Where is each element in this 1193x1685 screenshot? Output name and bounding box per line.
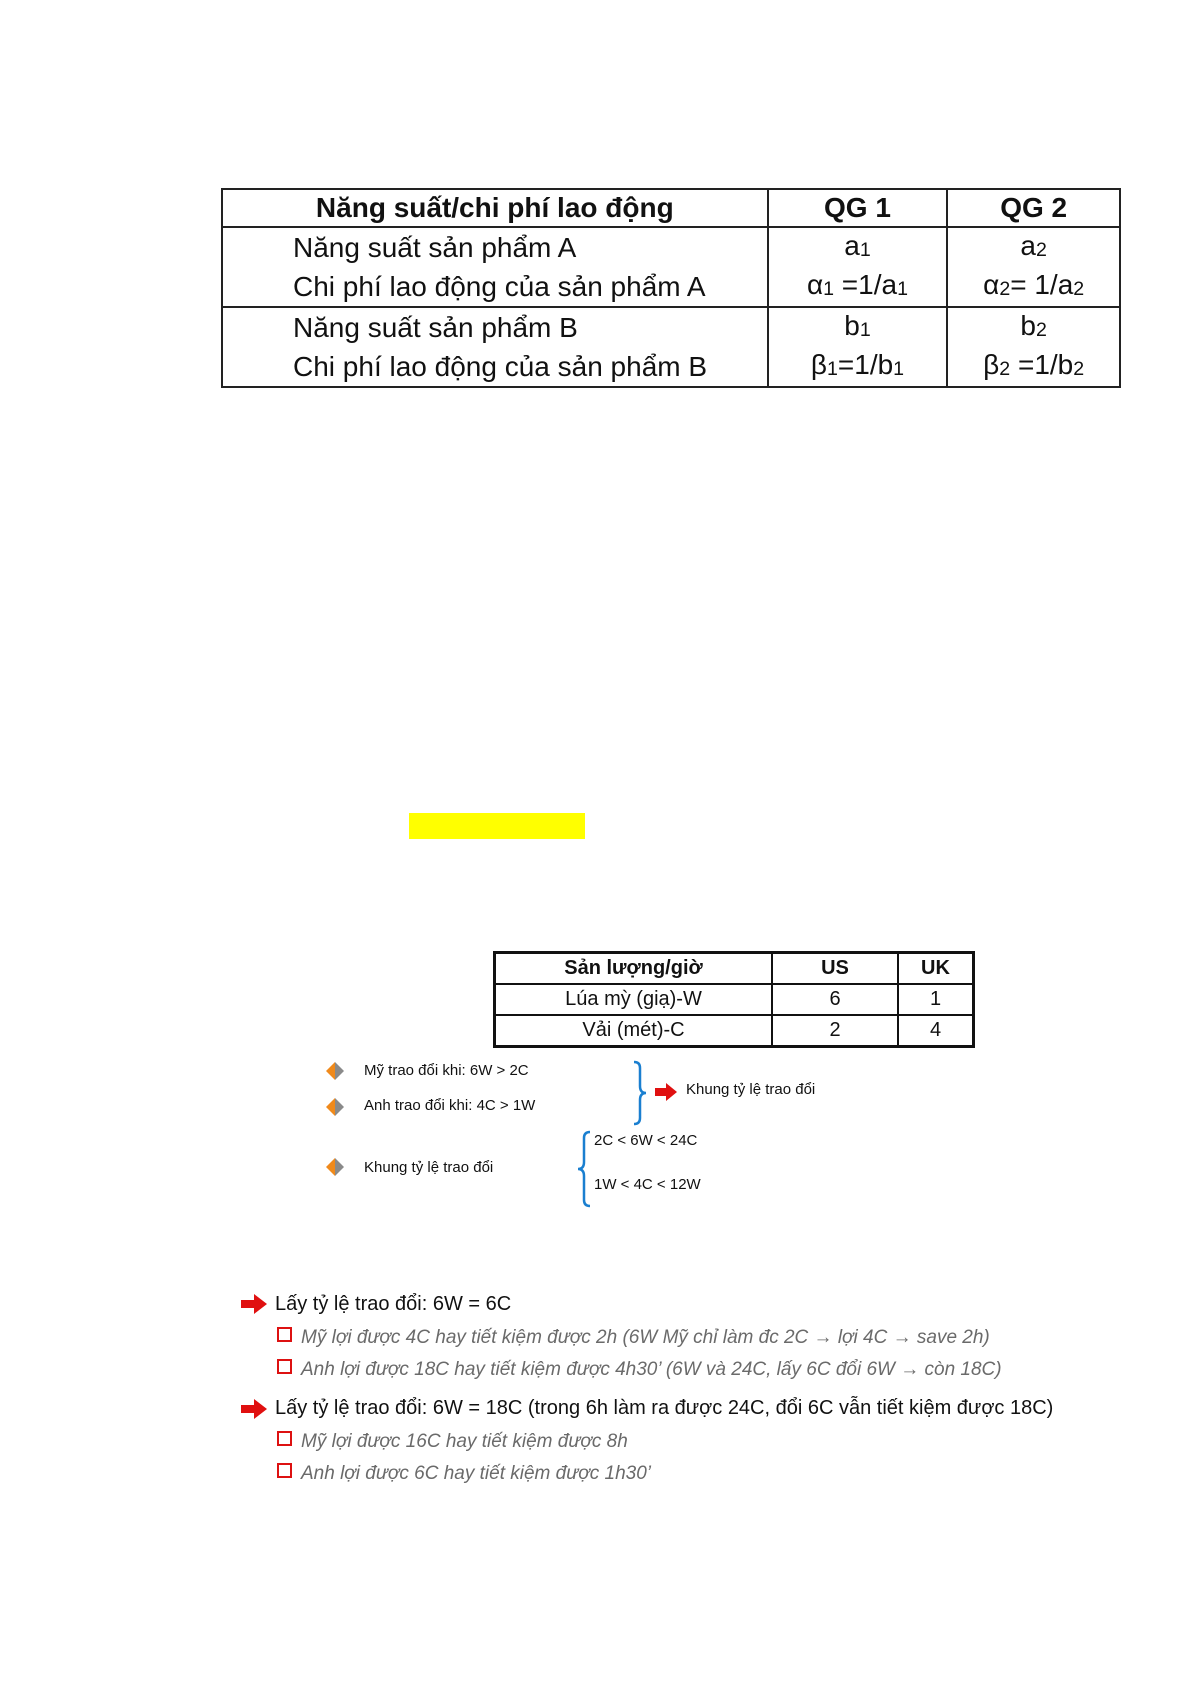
list-item: Mỹ lợi được 16C hay tiết kiệm được 8h bbox=[277, 1431, 628, 1453]
us-trade-condition: Mỹ trao đổi khi: 6W > 2C bbox=[364, 1062, 529, 1079]
checkbox-square-icon bbox=[277, 1327, 292, 1342]
diamond-bullet-icon bbox=[326, 1158, 344, 1176]
diamond-bullet-icon bbox=[326, 1062, 344, 1080]
table-row bbox=[495, 1015, 974, 1047]
table-cell: $\alpha_1 =1/a_1$ bbox=[768, 267, 948, 307]
row-label: Năng suất sản phẩm A bbox=[222, 227, 768, 267]
row-label: Chi phí lao động của sản phẩm B bbox=[222, 347, 768, 387]
row-label: Năng suất sản phẩm B bbox=[222, 307, 768, 347]
table-cell: $a_2$ bbox=[947, 227, 1120, 267]
output-per-hour-table bbox=[493, 951, 975, 1048]
highlight-mark bbox=[409, 813, 585, 839]
exchange-range-1: 2C < 6W < 24C bbox=[594, 1132, 698, 1149]
table-header: UK bbox=[898, 953, 974, 985]
table-cell: $\beta_2 =1/b_2$ bbox=[947, 347, 1120, 387]
table-row bbox=[495, 984, 974, 1015]
red-arrow-icon bbox=[241, 1294, 267, 1314]
diamond-bullet-icon bbox=[326, 1098, 344, 1116]
row-label: Chi phí lao động của sản phẩm A bbox=[222, 267, 768, 307]
table-cell: $\alpha_2= 1/a_2$ bbox=[947, 267, 1120, 307]
table-header: QG 1 bbox=[768, 189, 948, 227]
table-cell: 2 bbox=[772, 1015, 898, 1047]
table-cell: $b_2$ bbox=[947, 307, 1120, 347]
checkbox-square-icon bbox=[277, 1359, 292, 1374]
table-header: QG 2 bbox=[947, 189, 1120, 227]
table-cell: 1 bbox=[898, 984, 974, 1015]
labor-productivity-table bbox=[221, 188, 1121, 388]
list-item: Mỹ lợi được 4C hay tiết kiệm được 2h (6W Mỹ chỉ làm đc 2C → lợi 4C → save 2h) bbox=[277, 1327, 990, 1349]
red-arrow-icon bbox=[241, 1399, 267, 1419]
table-header: Sản lượng/giờ bbox=[495, 953, 773, 985]
uk-trade-condition: Anh trao đổi khi: 4C > 1W bbox=[364, 1097, 536, 1114]
right-brace-icon bbox=[632, 1060, 652, 1126]
table-cell: 4 bbox=[898, 1015, 974, 1047]
left-brace-icon bbox=[574, 1130, 594, 1208]
table-cell: Vải (mét)-C bbox=[495, 1015, 773, 1047]
red-arrow-icon bbox=[655, 1083, 677, 1101]
scenario-heading: Lấy tỷ lệ trao đổi: 6W = 18C (trong 6h làm ra được 24C, đổi 6C vẫn tiết kiệm được 18C) bbox=[275, 1397, 1054, 1419]
list-item: Anh lợi được 6C hay tiết kiệm được 1h30’ bbox=[277, 1463, 651, 1485]
table-header: Năng suất/chi phí lao động bbox=[222, 189, 768, 227]
table-row bbox=[222, 267, 1120, 307]
table-cell: $\beta_1=1/b_1$ bbox=[768, 347, 948, 387]
scenario-heading: Lấy tỷ lệ trao đổi: 6W = 6C bbox=[275, 1293, 512, 1315]
checkbox-square-icon bbox=[277, 1463, 292, 1478]
table-cell: $b_1$ bbox=[768, 307, 948, 347]
checkbox-square-icon bbox=[277, 1431, 292, 1446]
table-cell: 6 bbox=[772, 984, 898, 1015]
table-row bbox=[222, 347, 1120, 387]
exchange-range-label: Khung tỷ lệ trao đổi bbox=[364, 1159, 494, 1176]
table-row bbox=[222, 307, 1120, 347]
exchange-range-result: Khung tỷ lệ trao đổi bbox=[686, 1081, 816, 1098]
table-row bbox=[222, 227, 1120, 267]
table-header-row bbox=[222, 189, 1120, 227]
list-item: Anh lợi được 18C hay tiết kiệm được 4h30’ (6W và 24C, lấy 6C đổi 6W → còn 18C) bbox=[277, 1359, 1002, 1381]
table-header-row bbox=[495, 953, 974, 985]
table-header: US bbox=[772, 953, 898, 985]
exchange-range-2: 1W < 4C < 12W bbox=[594, 1176, 701, 1193]
table-cell: $a_1$ bbox=[768, 227, 948, 267]
table-cell: Lúa mỳ (giạ)-W bbox=[495, 984, 773, 1015]
